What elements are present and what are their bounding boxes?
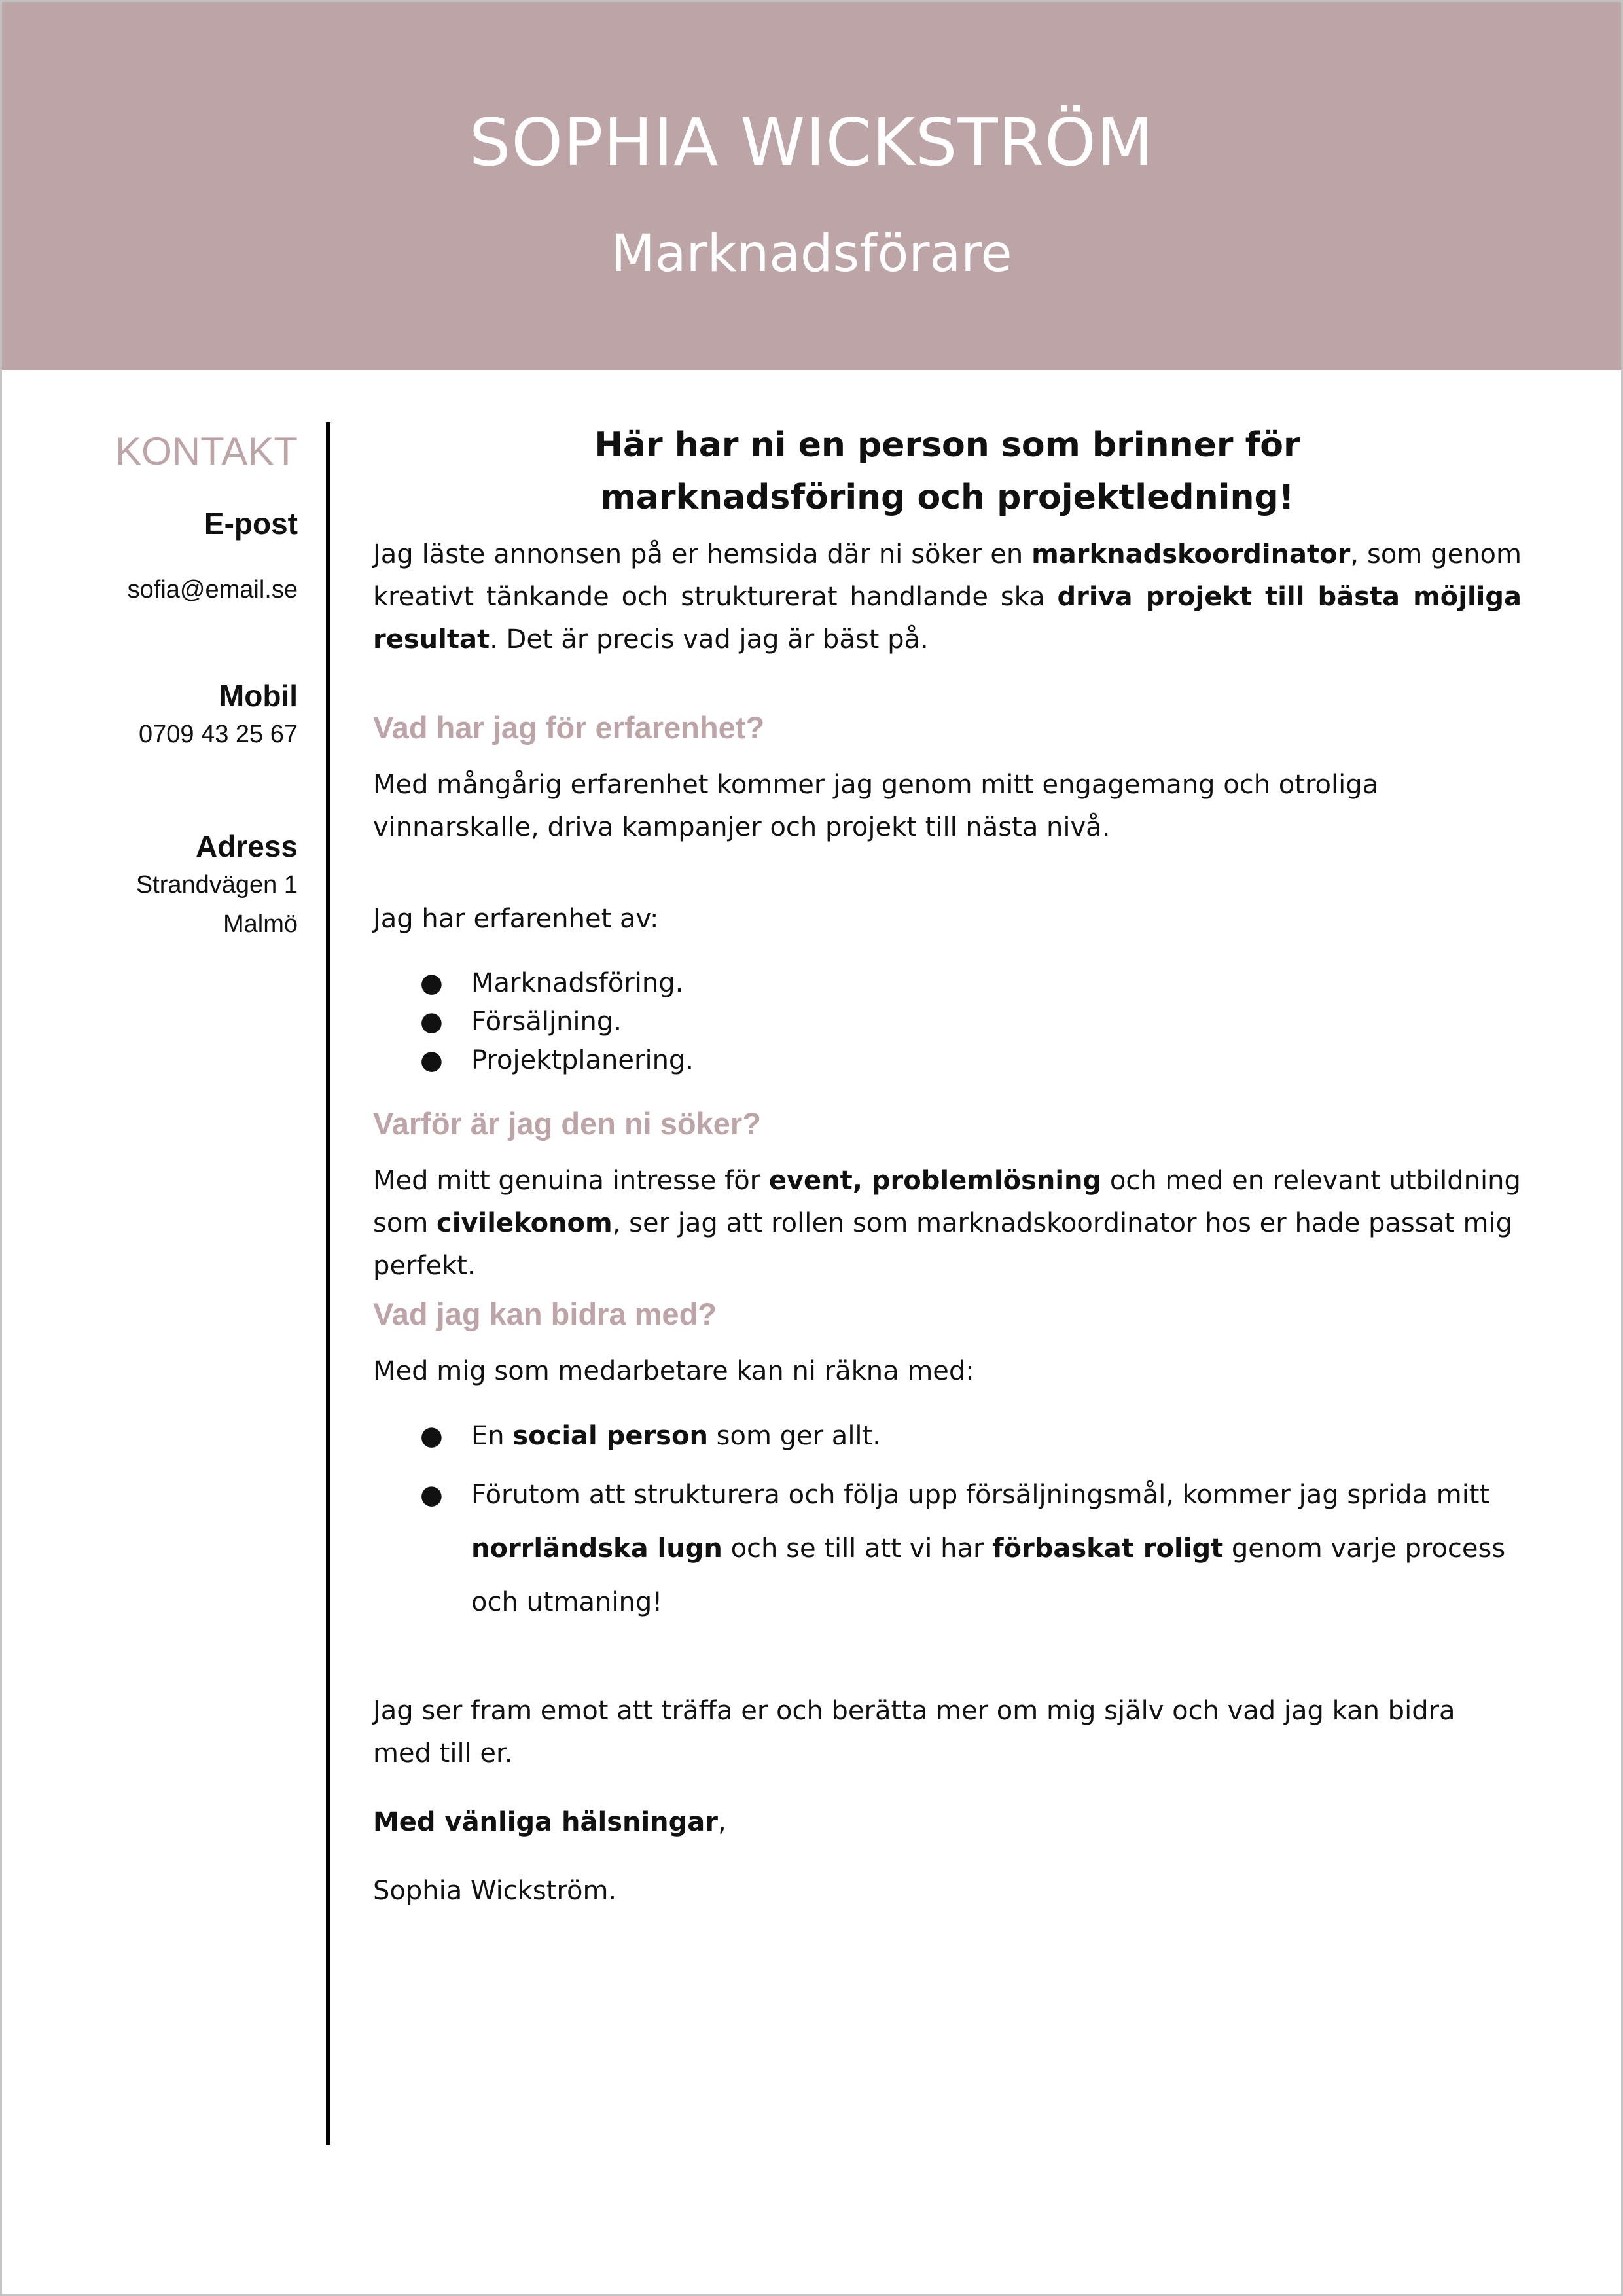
signature: Sophia Wickström.: [373, 1876, 617, 1906]
vertical-divider: [326, 422, 330, 2145]
list-item-text: Projektplanering.: [471, 1045, 694, 1075]
list-item-text: och se till att vi har: [722, 1534, 993, 1564]
list-item: [373, 1409, 1522, 1463]
contribution-list-intro: Med mig som medarbetare kan ni räkna med:: [373, 1356, 974, 1386]
bullet-icon: ●: [420, 1421, 443, 1451]
intro-text-3: . Det är precis vad jag är bäst på.: [490, 624, 929, 655]
list-item: [373, 1041, 1522, 1080]
applicant-name: SOPHIA WICKSTRÖM: [469, 104, 1154, 181]
headline-line-1: Här har ni en person som brinner för: [594, 425, 1300, 465]
list-item-text: Förutom att strukturera och följa upp försäljningsmål, kommer jag sprida mitt: [471, 1480, 1490, 1510]
bullet-icon: ●: [420, 1007, 443, 1037]
letter-headline: [373, 419, 1522, 524]
list-item-bold: norrländska lugn: [471, 1534, 722, 1564]
bullet-icon: ●: [420, 968, 443, 998]
list-item-text: Marknadsföring.: [471, 968, 684, 998]
bullet-icon: ●: [420, 1045, 443, 1075]
why-me-text-2: och med en relevant utbildning som: [373, 1166, 1521, 1238]
contact-heading: KONTAKT: [115, 429, 298, 473]
closing-paragraph: Jag ser fram emot att träffa er och berätta mer om mig själv och vad jag kan bidra med till er.: [373, 1696, 1455, 1768]
address-label: Adress: [196, 829, 298, 863]
list-item-text: som ger allt.: [707, 1421, 881, 1451]
applicant-job-title: Marknadsförare: [611, 224, 1012, 283]
list-item: [373, 1468, 1522, 1629]
email-label: E-post: [204, 507, 298, 541]
list-item-bold: förbaskat roligt: [992, 1534, 1224, 1564]
bullet-icon: ●: [420, 1480, 443, 1510]
section-heading-experience: Vad har jag för erfarenhet?: [373, 710, 765, 745]
signoff-bold: Med vänliga hälsningar: [373, 1807, 719, 1837]
list-item: [373, 1003, 1522, 1041]
phone-value: 0709 43 25 67: [138, 721, 298, 748]
why-me-paragraph: [373, 1160, 1522, 1287]
list-item-text: Försäljning.: [471, 1007, 622, 1037]
list-item-text: genom varje process och utmaning!: [471, 1534, 1506, 1617]
experience-list-intro: Jag har erfarenhet av:: [373, 904, 659, 934]
intro-bold-role: marknadskoordinator: [1031, 539, 1351, 569]
email-value: sofia@email.se: [127, 576, 298, 603]
section-heading-why-me: Varför är jag den ni söker?: [373, 1106, 761, 1141]
why-me-bold-education: civilekonom: [437, 1208, 613, 1238]
intro-bold-goal: driva projekt till bästa möjliga resultat: [373, 582, 1522, 655]
phone-label: Mobil: [219, 679, 298, 713]
list-item-bold: social person: [512, 1421, 708, 1451]
section-heading-contribution: Vad jag kan bidra med?: [373, 1297, 717, 1331]
intro-text-2: , som genom kreativt tänkande och strukturerat handlande ska: [373, 539, 1522, 612]
list-item-text: En: [471, 1421, 513, 1451]
address-city: Malmö: [223, 910, 298, 938]
contribution-list: [373, 1409, 1522, 1629]
experience-paragraph: Med mångårig erfarenhet kommer jag genom mitt engagemang och otroliga vinnarskalle, driva kampanjer och projekt till nästa nivå.: [373, 770, 1379, 842]
experience-list: [373, 964, 1522, 1080]
why-me-text-3: , ser jag att rollen som marknadskoordinator hos er hade passat mig perfekt.: [373, 1208, 1512, 1281]
list-item: [373, 964, 1522, 1003]
intro-text-1: Jag läste annonsen på er hemsida där ni söker en: [373, 539, 1032, 569]
headline-line-2: marknadsföring och projektledning!: [600, 478, 1294, 517]
intro-paragraph: [373, 533, 1522, 661]
header-banner: [2, 2, 1621, 370]
address-street: Strandvägen 1: [135, 871, 298, 899]
why-me-text-1: Med mitt genuina intresse för: [373, 1166, 769, 1196]
signoff-comma: ,: [718, 1807, 726, 1837]
signoff: [373, 1801, 1522, 1844]
why-me-bold-interests: event, problemlösning: [768, 1166, 1102, 1196]
